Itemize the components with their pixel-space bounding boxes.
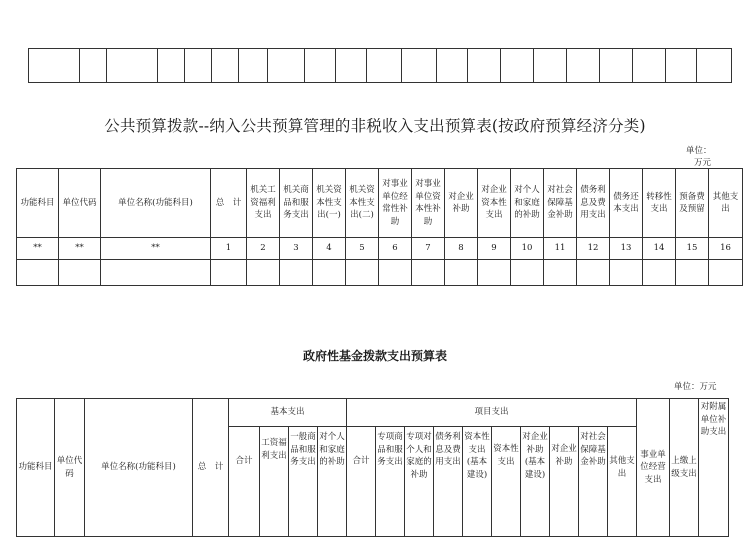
table1-header-cell: 预备费及预留 [676,169,709,238]
table1-title: 公共预算拨款--纳入公共预算管理的非税收入支出预算表(按政府预算经济分类) [104,117,646,135]
table1-header-cell: 单位代码 [59,169,101,238]
table-cell [185,49,212,83]
table-cell [709,260,743,286]
table-cell [567,49,600,83]
table-cell: 9 [478,238,511,260]
table1-header-cell: 机关商品和服务支出 [280,169,313,238]
table2-header-cell: 上缴上级支出 [670,399,699,537]
table-cell [17,260,59,286]
table2-subheader-cell: 对企业补助 [550,427,579,537]
table2-group-row [17,399,729,427]
table-cell [633,49,666,83]
table-cell [158,49,185,83]
table1-empty-row [17,260,743,286]
table2-header-cell: 单位代码 [55,399,85,537]
table1-header-cell: 对企业补助 [445,169,478,238]
table-cell [468,49,501,83]
table-cell [59,260,101,286]
table2-subheader-cell: 资本性支出(基本建设) [463,427,492,537]
table-row [29,49,732,83]
table-cell: 13 [610,238,643,260]
table2-unit: 单位：万元 [674,382,717,392]
table-cell [268,49,305,83]
table2-group-project: 项目支出 [347,399,637,427]
table1-header-cell: 对个人和家庭的补助 [511,169,544,238]
table2-subheader-cell: 债务利息及费用支出 [434,427,463,537]
table-cell [239,49,268,83]
table2-header-cell: 事业单位经营支出 [637,399,670,537]
table1-header-cell: 单位名称(功能科目) [101,169,211,238]
table1-header-cell: 功能科目 [17,169,59,238]
top-fragment-table [28,48,732,83]
table-cell [478,260,511,286]
table2-subheader-cell: 合计 [229,427,260,537]
table-cell [80,49,107,83]
table-cell [577,260,610,286]
table1-header-cell: 其他支出 [709,169,743,238]
table2-subheader-cell: 其他支出 [608,427,637,537]
table-cell [29,49,80,83]
table-cell [437,49,468,83]
table2-title: 政府性基金拨款支出预算表 [302,349,447,363]
table2-subheader-cell: 专项商品和服务支出 [376,427,405,537]
table2-subheader-cell: 一般商品和服务支出 [289,427,318,537]
table1-header-cell: 对社会保障基金补助 [544,169,577,238]
table2-subheader-cell: 资本性支出 [492,427,521,537]
table2-subheader-cell: 合计 [347,427,376,537]
table1-header-cell: 总 计 [211,169,247,238]
table2-header-cell: 总 计 [193,399,229,537]
table1-header-cell: 机关资本性支出(二) [346,169,379,238]
table2-subheader-cell: 对企业补助(基本建设) [521,427,550,537]
table-cell [280,260,313,286]
table-cell [544,260,577,286]
table-cell: 15 [676,238,709,260]
table-cell [511,260,544,286]
table-cell [313,260,346,286]
table2-subheader-cell: 对个人和家庭的补助 [318,427,347,537]
table-cell [107,49,158,83]
table-cell [676,260,709,286]
table-cell: 6 [379,238,412,260]
table1-unit-value: 万元 [694,158,712,168]
table2-group-basic: 基本支出 [229,399,347,427]
table1-header-cell: 债务利息及费用支出 [577,169,610,238]
table-cell: ** [59,238,101,260]
table1-header-cell: 机关资本性支出(一) [313,169,346,238]
table-cell [402,49,437,83]
table1-header-cell: 对事业单位经常性补助 [379,169,412,238]
table1-header-cell: 对企业资本性支出 [478,169,511,238]
table-cell [211,260,247,286]
table-cell: 11 [544,238,577,260]
table1 [16,168,743,286]
table-cell: 14 [643,238,676,260]
table-cell [412,260,445,286]
table2-subheader-cell: 工资福利支出 [260,427,289,537]
table1-header-cell: 对事业单位资本性补助 [412,169,445,238]
table2-header-cell: 单位名称(功能科目) [85,399,193,537]
table-cell: 16 [709,238,743,260]
table-cell [305,49,336,83]
table-cell: 4 [313,238,346,260]
table1-header-row [17,169,743,238]
table1-header-cell: 机关工资福利支出 [247,169,280,238]
table-cell: 7 [412,238,445,260]
table-cell [610,260,643,286]
table-cell: 12 [577,238,610,260]
table-cell [600,49,633,83]
table1-header-cell: 转移性支出 [643,169,676,238]
table-cell [643,260,676,286]
table-cell: ** [17,238,59,260]
table-cell [534,49,567,83]
table1-unit-label: 单位： [686,146,712,156]
table2-subheader-cell: 专项对个人和家庭的补助 [405,427,434,537]
table-cell: 1 [211,238,247,260]
table-cell [445,260,478,286]
table-cell [379,260,412,286]
table-cell: 3 [280,238,313,260]
table2-header-cell: 功能科目 [17,399,55,537]
table-cell [666,49,697,83]
table-cell [697,49,732,83]
table-cell [212,49,239,83]
table-cell [501,49,534,83]
table-cell [367,49,402,83]
table-cell [336,49,367,83]
table-cell: 10 [511,238,544,260]
table2 [16,398,729,537]
table-cell [346,260,379,286]
table-cell: 8 [445,238,478,260]
table2-subheader-cell: 对社会保障基金补助 [579,427,608,537]
table-cell: ** [101,238,211,260]
table-cell: 5 [346,238,379,260]
table1-header-cell: 债务还本支出 [610,169,643,238]
table1-index-row [17,238,743,260]
table-cell [247,260,280,286]
table-cell: 2 [247,238,280,260]
table2-header-cell: 对附属单位补助支出 [699,399,729,537]
table-cell [101,260,211,286]
